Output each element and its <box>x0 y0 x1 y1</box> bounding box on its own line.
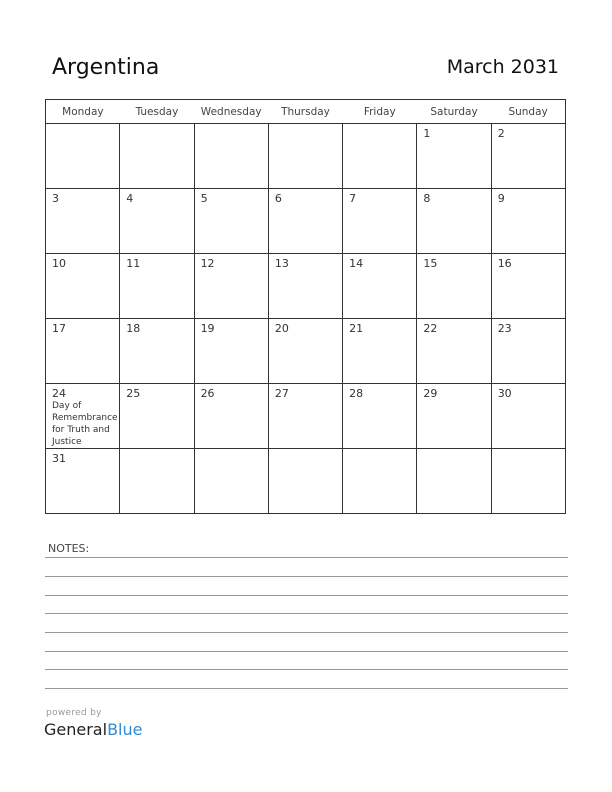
day-number: 20 <box>274 322 289 335</box>
day-cell <box>343 319 417 384</box>
week-row <box>46 384 566 449</box>
day-number <box>343 449 416 452</box>
note-line <box>45 595 568 596</box>
day-number: 4 <box>126 192 134 205</box>
day-number: 13 <box>274 257 289 270</box>
day-cell <box>46 124 120 189</box>
weekday-header: Tuesday <box>120 100 194 124</box>
day-cell <box>46 189 120 254</box>
day-number: 14 <box>349 257 364 270</box>
day-number: 29 <box>423 387 438 400</box>
day-cell <box>491 449 565 514</box>
note-line <box>45 669 568 670</box>
day-cell <box>268 449 342 514</box>
calendar-grid <box>45 99 566 514</box>
day-cell <box>343 124 417 189</box>
weekday-header: Friday <box>343 100 417 124</box>
day-cell <box>120 449 194 514</box>
country-title: Argentina <box>52 55 160 80</box>
note-line <box>45 651 568 652</box>
day-cell <box>417 449 491 514</box>
day-cell <box>268 124 342 189</box>
day-cell <box>120 124 194 189</box>
day-cell <box>417 384 491 449</box>
day-number: 6 <box>274 192 282 205</box>
day-cell <box>194 384 268 449</box>
day-number <box>46 124 119 127</box>
day-number <box>269 124 342 127</box>
day-number: 11 <box>126 257 141 270</box>
day-cell <box>491 124 565 189</box>
day-number <box>492 449 565 452</box>
week-row <box>46 254 566 319</box>
day-cell <box>417 319 491 384</box>
week-row <box>46 124 566 189</box>
month-title: March 2031 <box>446 56 559 78</box>
day-number: 28 <box>349 387 364 400</box>
day-cell <box>343 254 417 319</box>
day-number: 26 <box>200 387 215 400</box>
day-number: 2 <box>497 127 505 140</box>
day-cell <box>46 254 120 319</box>
day-cell <box>194 449 268 514</box>
day-number: 3 <box>52 192 59 205</box>
day-number: 24 <box>52 387 66 400</box>
day-number <box>195 449 268 452</box>
weekday-header: Wednesday <box>194 100 268 124</box>
day-cell <box>268 319 342 384</box>
day-cell <box>417 254 491 319</box>
day-number: 5 <box>200 192 208 205</box>
day-number <box>120 449 193 452</box>
day-cell <box>120 319 194 384</box>
day-cell <box>417 189 491 254</box>
day-cell <box>194 124 268 189</box>
holiday-label: Day of Remembrance for Truth and Justice <box>52 401 118 447</box>
day-cell <box>491 254 565 319</box>
day-number: 15 <box>423 257 438 270</box>
brand-name-part2: Blue <box>107 720 143 739</box>
note-line <box>45 688 568 689</box>
day-number <box>195 124 268 127</box>
day-cell <box>120 384 194 449</box>
day-cell <box>268 254 342 319</box>
day-cell <box>46 384 120 449</box>
day-cell <box>46 449 120 514</box>
day-number: 10 <box>52 257 66 270</box>
day-number <box>343 124 416 127</box>
day-number: 30 <box>497 387 512 400</box>
day-number: 23 <box>497 322 512 335</box>
day-number: 12 <box>200 257 215 270</box>
day-number: 19 <box>200 322 215 335</box>
day-cell <box>194 319 268 384</box>
day-cell <box>343 449 417 514</box>
day-cell <box>491 319 565 384</box>
day-cell <box>194 254 268 319</box>
weekday-header: Sunday <box>491 100 565 124</box>
brand-logo[interactable] <box>44 720 142 739</box>
weekday-header: Saturday <box>417 100 491 124</box>
day-cell <box>417 124 491 189</box>
day-number: 31 <box>52 452 66 465</box>
day-number: 27 <box>274 387 289 400</box>
day-cell <box>491 189 565 254</box>
day-number: 22 <box>423 322 438 335</box>
day-number <box>417 449 490 452</box>
day-number: 17 <box>52 322 66 335</box>
note-line <box>45 576 568 577</box>
day-cell <box>491 384 565 449</box>
brand-name-part1: General <box>44 720 108 739</box>
day-cell <box>343 189 417 254</box>
day-number: 18 <box>126 322 141 335</box>
day-number: 9 <box>497 192 505 205</box>
day-cell <box>194 189 268 254</box>
note-line <box>45 557 568 558</box>
note-line <box>45 632 568 633</box>
week-row <box>46 449 566 514</box>
notes-label: NOTES: <box>48 542 90 555</box>
week-row <box>46 319 566 384</box>
weekday-header: Thursday <box>268 100 342 124</box>
day-number: 7 <box>349 192 357 205</box>
weekday-header-row <box>46 100 566 124</box>
day-cell <box>268 384 342 449</box>
day-cell <box>120 254 194 319</box>
day-number: 16 <box>497 257 512 270</box>
powered-by-text: powered by <box>46 708 102 718</box>
day-number: 21 <box>349 322 364 335</box>
day-cell <box>120 189 194 254</box>
note-line <box>45 613 568 614</box>
day-number <box>269 449 342 452</box>
day-number: 25 <box>126 387 141 400</box>
day-number: 8 <box>423 192 431 205</box>
weekday-header: Monday <box>46 100 120 124</box>
day-number <box>120 124 193 127</box>
day-cell <box>343 384 417 449</box>
day-number: 1 <box>423 127 431 140</box>
day-cell <box>46 319 120 384</box>
week-row <box>46 189 566 254</box>
day-cell <box>268 189 342 254</box>
